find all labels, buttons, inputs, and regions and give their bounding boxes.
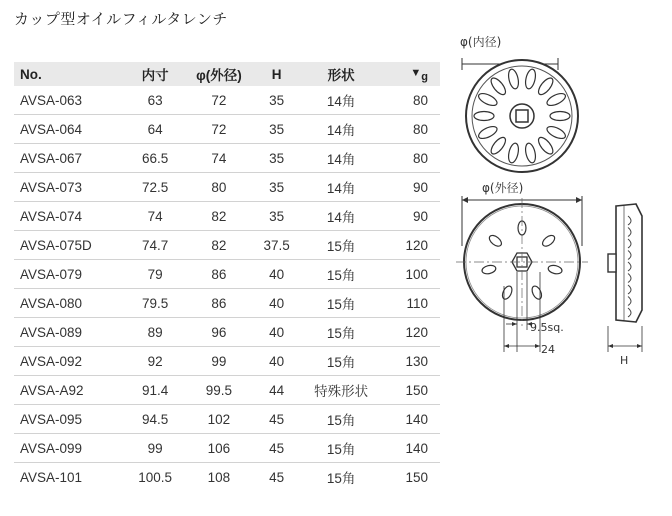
square-drive-label: 9.5sq. — [530, 321, 564, 334]
cell-height: 40 — [256, 347, 298, 376]
flute-slot — [474, 112, 494, 121]
table-row — [14, 173, 440, 202]
cell-inner-size: 94.5 — [128, 405, 182, 434]
h-arrow-right — [637, 344, 642, 348]
width-arrow-left — [504, 344, 509, 348]
cup-top-view — [466, 60, 578, 172]
cell-weight: 140 — [385, 405, 441, 434]
page-title: カップ型オイルフィルタレンチ — [14, 10, 228, 28]
cell-outer-diameter: 80 — [182, 173, 255, 202]
cell-inner-size: 91.4 — [128, 376, 182, 405]
cell-no: AVSA-089 — [14, 318, 128, 347]
cell-no: AVSA-073 — [14, 173, 128, 202]
table-row — [14, 86, 440, 115]
cell-shape: 15角 — [298, 405, 385, 434]
cell-weight: 150 — [385, 376, 441, 405]
cell-no: AVSA-079 — [14, 260, 128, 289]
cell-inner-size: 64 — [128, 115, 182, 144]
cell-weight: 150 — [405, 469, 428, 485]
table-row — [14, 260, 440, 289]
cell-no: AVSA-064 — [14, 115, 128, 144]
cup-bottom-view — [456, 198, 588, 326]
table-row — [14, 115, 440, 144]
cell-height: 35 — [256, 144, 298, 173]
wrench-drawing — [440, 30, 666, 370]
cell-no: AVSA-075D — [14, 231, 128, 260]
cell-outer-diameter: 102 — [182, 405, 255, 434]
cell-shape: 15角 — [298, 318, 385, 347]
cell-no: AVSA-067 — [14, 144, 128, 173]
cell-inner-size: 74 — [128, 202, 182, 231]
cell-height: 40 — [256, 289, 298, 318]
table-row — [14, 202, 440, 231]
width-label: 24 — [541, 343, 555, 356]
inner-diameter-label: φ(内径) — [460, 35, 502, 49]
table-row — [14, 231, 440, 260]
table-row — [14, 289, 440, 318]
height-label: H — [620, 354, 629, 367]
cell-weight: 110 — [385, 289, 441, 318]
table-row — [14, 347, 440, 376]
cell-no: AVSA-101 — [20, 469, 83, 485]
cell-weight: 80 — [385, 86, 441, 115]
cell-outer-diameter: 86 — [182, 260, 255, 289]
cell-inner-size: 99 — [128, 434, 182, 463]
cell-outer-diameter: 106 — [182, 434, 255, 463]
cell-weight: 80 — [385, 144, 441, 173]
cell-inner-size: 74.7 — [128, 231, 182, 260]
table-row — [14, 318, 440, 347]
cell-shape: 14角 — [298, 115, 385, 144]
table-row — [14, 434, 440, 463]
cell-height: 45 — [256, 434, 298, 463]
cell-no: AVSA-092 — [14, 347, 128, 376]
cell-inner-size: 66.5 — [128, 144, 182, 173]
cell-height: 35 — [256, 173, 298, 202]
outer-diameter-label: φ(外径) — [482, 181, 524, 195]
drive-boss — [510, 104, 534, 128]
cell-shape: 15角 — [298, 260, 385, 289]
header-inner-size: 内寸 — [128, 62, 182, 86]
cell-inner-size: 89 — [128, 318, 182, 347]
cell-outer-diameter: 82 — [182, 202, 255, 231]
header-outer-diameter: φ(外径) — [182, 62, 255, 86]
cell-outer-diameter: 96 — [182, 318, 255, 347]
cell-outer-diameter: 82 — [182, 231, 255, 260]
cell-height: 45 — [269, 469, 285, 485]
header-height: H — [256, 62, 298, 86]
cell-height: 44 — [256, 376, 298, 405]
sq-arrow-left — [512, 322, 517, 326]
cell-shape: 15角 — [326, 471, 356, 486]
cell-no: AVSA-099 — [14, 434, 128, 463]
header-no: No. — [14, 62, 128, 86]
cell-outer-diameter: 108 — [207, 469, 231, 485]
cell-inner-size: 72.5 — [128, 173, 182, 202]
cell-no: AVSA-095 — [14, 405, 128, 434]
cell-height: 35 — [256, 86, 298, 115]
cell-outer-diameter: 74 — [182, 144, 255, 173]
cell-weight: 120 — [385, 318, 441, 347]
cell-weight: 80 — [385, 115, 441, 144]
cell-shape: 14角 — [298, 173, 385, 202]
table-row — [14, 405, 440, 434]
table-header-row — [14, 62, 440, 86]
side-boss — [608, 254, 616, 272]
cell-inner-size: 79 — [128, 260, 182, 289]
cell-shape: 14角 — [298, 86, 385, 115]
cell-weight: 130 — [385, 347, 441, 376]
table-row — [14, 463, 440, 492]
cell-inner-size: 79.5 — [128, 289, 182, 318]
cell-height: 35 — [256, 202, 298, 231]
header-weight — [385, 62, 441, 86]
cell-no: AVSA-074 — [14, 202, 128, 231]
weight-unit: g — [421, 71, 428, 83]
cell-shape: 15角 — [298, 347, 385, 376]
h-arrow-left — [608, 344, 613, 348]
cell-weight: 90 — [385, 173, 441, 202]
cell-outer-diameter: 99.5 — [182, 376, 255, 405]
cell-inner-size: 63 — [128, 86, 182, 115]
cell-weight: 100 — [385, 260, 441, 289]
table-row — [14, 376, 440, 405]
cell-height: 45 — [256, 405, 298, 434]
spec-table — [14, 62, 440, 491]
cell-weight: 120 — [385, 231, 441, 260]
flute-slot — [550, 112, 570, 121]
table-row — [14, 144, 440, 173]
cell-height: 40 — [256, 260, 298, 289]
cell-weight: 90 — [385, 202, 441, 231]
cell-outer-diameter: 72 — [182, 115, 255, 144]
cell-inner-size: 100.5 — [138, 469, 173, 485]
outer-dim-arrow-left — [462, 197, 468, 203]
weight-icon: ▼ — [410, 67, 422, 79]
cell-shape: 14角 — [298, 144, 385, 173]
cell-height: 35 — [256, 115, 298, 144]
cell-outer-diameter: 86 — [182, 289, 255, 318]
header-shape: 形状 — [298, 62, 385, 86]
cell-shape: 15角 — [298, 289, 385, 318]
cell-outer-diameter: 99 — [182, 347, 255, 376]
cell-no: AVSA-A92 — [14, 376, 128, 405]
width-arrow-right — [535, 344, 540, 348]
cell-shape: 15角 — [298, 231, 385, 260]
cell-weight: 140 — [385, 434, 441, 463]
cup-side-view — [608, 204, 642, 322]
spec-table-body — [14, 86, 440, 491]
cell-no: AVSA-080 — [14, 289, 128, 318]
cell-height: 40 — [256, 318, 298, 347]
cell-outer-diameter: 72 — [182, 86, 255, 115]
cell-height: 37.5 — [256, 231, 298, 260]
outer-dim-arrow-right — [576, 197, 582, 203]
cell-shape: 14角 — [298, 202, 385, 231]
cell-shape: 15角 — [298, 434, 385, 463]
cell-inner-size: 92 — [128, 347, 182, 376]
cell-shape: 特殊形状 — [298, 376, 385, 405]
cell-no: AVSA-063 — [14, 86, 128, 115]
